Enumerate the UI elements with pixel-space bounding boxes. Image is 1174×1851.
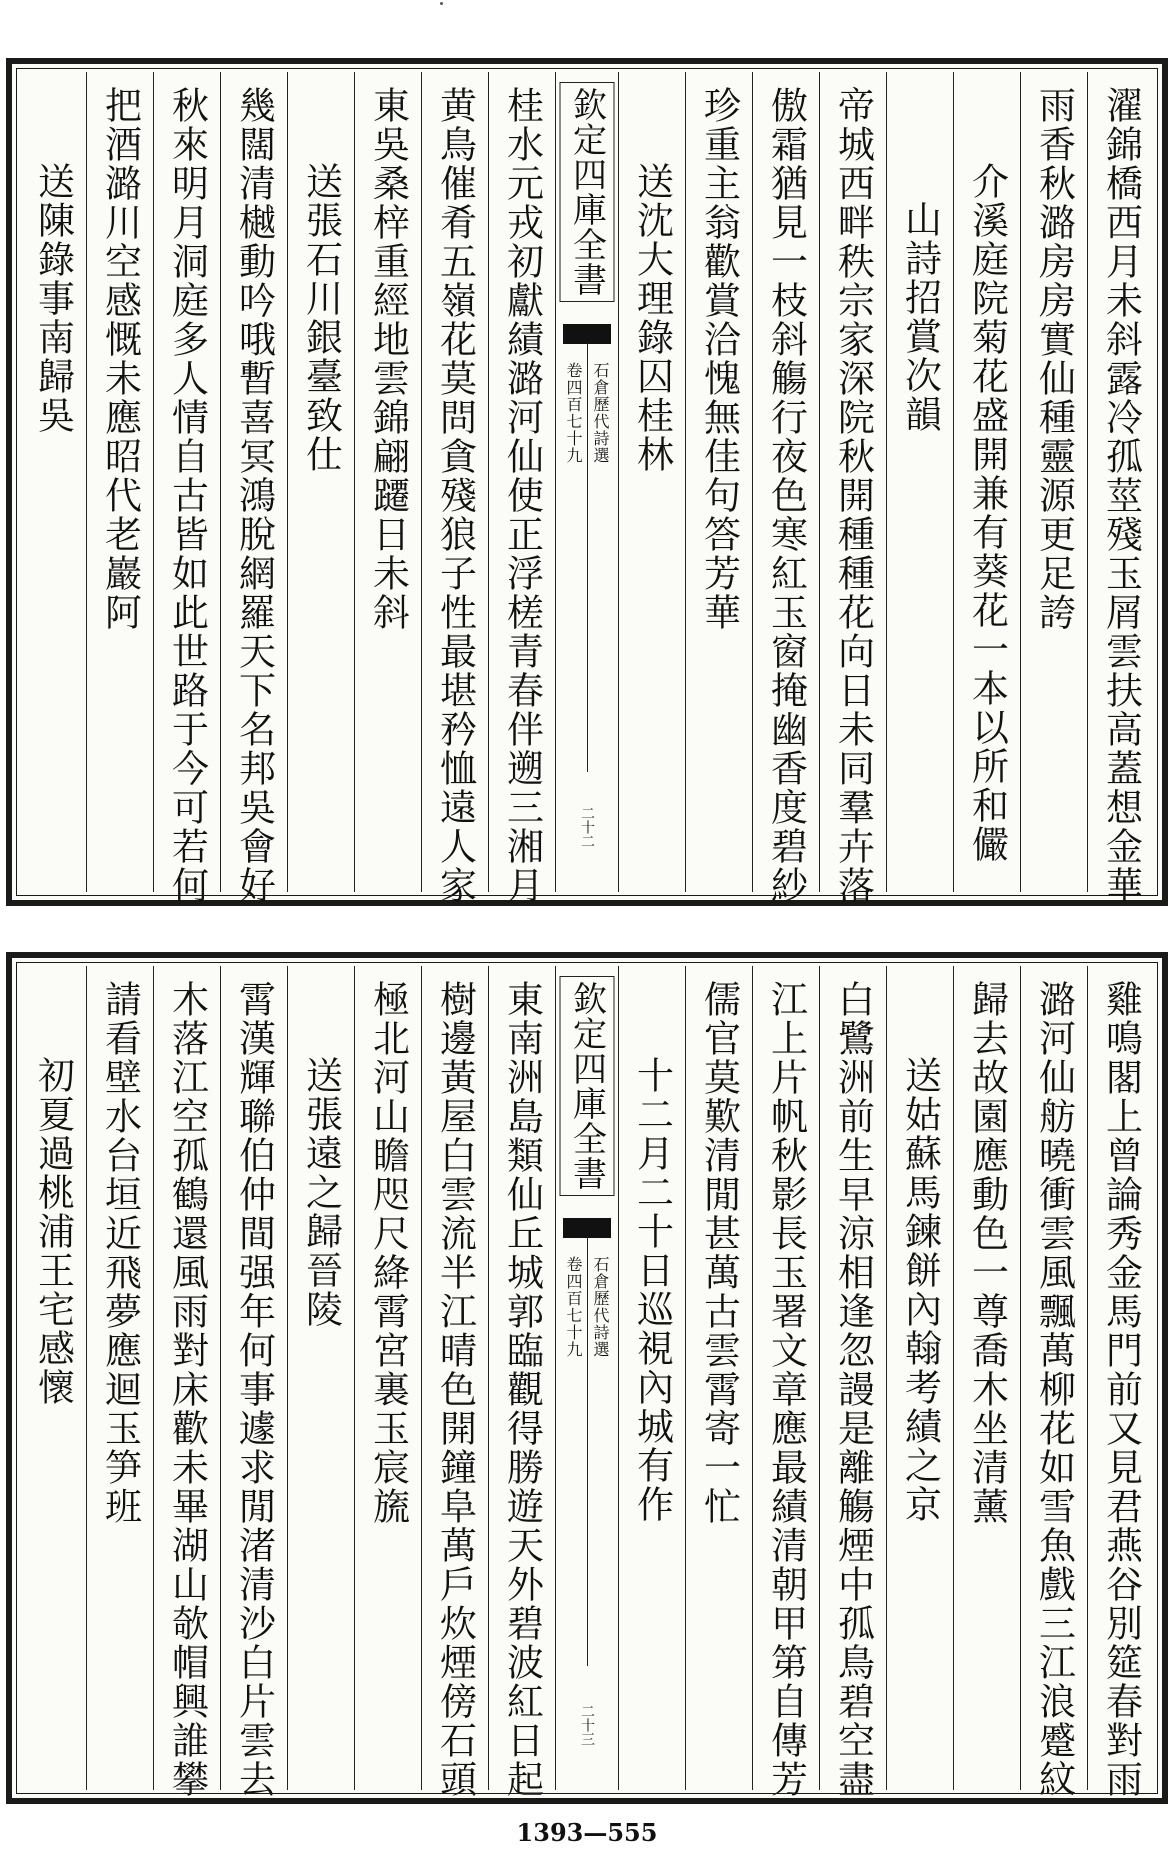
bottom-page-columns [20, 966, 1154, 1799]
poem-title: 送陳錄事南歸吳 [31, 162, 75, 435]
text-column [488, 72, 555, 905]
text-column [287, 966, 354, 1790]
text-column [1087, 966, 1154, 1799]
poem-line: 秋來明月洞庭多人情自古皆如此世路于今可若何 [165, 86, 209, 905]
poem-title: 山詩招賞次韻 [898, 200, 942, 434]
text-column [752, 966, 819, 1799]
bottom-page [6, 952, 1168, 1804]
poem-title: 送張遠之歸晉陵 [299, 1056, 343, 1329]
poem-title: 送姑蘇馬鍊餅內翰考績之京 [898, 1056, 942, 1524]
poem-line: 白鷺洲前生早涼相逢忽謾是離觴煙中孤鳥碧空盡 [831, 980, 875, 1799]
text-column [220, 72, 287, 905]
text-column [685, 72, 752, 892]
poem-line: 雨香秋潞房房實仙種靈源更足誇 [1032, 86, 1076, 632]
fishtail-mark [563, 1218, 610, 1238]
poem-line: 帝城西畔秩宗家深院秋開種種花向日未同羣卉落 [831, 86, 875, 905]
poem-line: 濯錦橋西月未斜露冷孤莖殘玉屑雲扶高蓋想金華 [1099, 86, 1143, 905]
poem-line: 樹邊黃屋白雲流半江晴色開鐘阜萬戶炊煙傍石頭 [433, 980, 477, 1799]
text-column [153, 72, 220, 905]
poem-line: 儒官莫歎清閒甚萬古雲霄寄一忙 [697, 980, 741, 1526]
fishtail-mark [563, 324, 610, 344]
text-column [886, 72, 953, 892]
text-column [752, 72, 819, 905]
poem-title: 十二月二十日巡視內城有作 [630, 1056, 674, 1524]
poem-line: 木落江空孤鶴還風雨對床歡未畢湖山欹帽興誰攀 [165, 980, 209, 1799]
spine-title: 欽定四庫全書 [560, 976, 615, 1196]
poem-line: 傲霜猶見一枝斜觴行夜色寒紅玉窗掩幽香度碧紗 [764, 86, 808, 905]
poem-line: 東吳桑梓重經地雲錦翩躚日未斜 [366, 86, 410, 632]
text-column [20, 72, 86, 892]
poem-line: 東南洲島類仙丘城郭臨觀得勝遊天外碧波紅日起 [500, 980, 544, 1799]
text-column [1020, 966, 1087, 1799]
page-reference-number: 1393—555 [516, 1818, 658, 1847]
top-page [6, 58, 1168, 906]
text-column [886, 966, 953, 1790]
text-column [421, 72, 488, 905]
text-column [819, 72, 886, 905]
spine [555, 966, 618, 1790]
text-column [287, 72, 354, 892]
text-column [488, 966, 555, 1799]
poem-line: 霄漢輝聯伯仲間强年何事遽求閒渚清沙白片雲去 [232, 980, 276, 1799]
poem-line: 潞河仙舫曉衝雲風飄萬柳花如雪魚戲三江浪蹙紋 [1032, 980, 1076, 1799]
spine-volume: 卷四百七十九 [564, 1256, 583, 1358]
poem-line: 幾闊清樾動吟哦暫喜冥鴻脫網羅天下名邦吳會好 [232, 86, 276, 905]
poem-line: 桂水元戎初獻績潞河仙使正浮槎青春伴遡三湘月 [500, 86, 544, 905]
text-column [86, 72, 153, 892]
text-column [618, 72, 685, 892]
poem-title: 送張石川銀臺致仕 [299, 162, 343, 474]
text-column [20, 966, 86, 1790]
text-column [153, 966, 220, 1799]
text-column [819, 966, 886, 1799]
poem-line: 把酒潞川空感慨未應昭代老巖阿 [98, 86, 142, 632]
poem-line: 請看壁水台垣近飛夢應迴玉笋班 [98, 980, 142, 1526]
text-column [953, 72, 1020, 892]
top-page-columns [20, 72, 1154, 905]
folio-number: 二十三 [577, 1700, 597, 1750]
spine-rule [587, 342, 588, 772]
text-column [1020, 72, 1087, 892]
scan-speck [440, 2, 443, 5]
text-column [421, 966, 488, 1799]
spine [555, 72, 618, 892]
spine-title: 欽定四庫全書 [560, 82, 615, 302]
text-column [86, 966, 153, 1790]
spine-collection-title: 石倉歷代詩選 [591, 362, 610, 464]
folio-number: 二十二 [577, 802, 597, 852]
text-column [354, 966, 421, 1790]
poem-line: 雞鳴閣上曾論秀金馬門前又見君燕谷別筵春對雨 [1099, 980, 1143, 1799]
poem-line: 極北河山瞻咫尺絳霄宮裏玉宸旒 [366, 980, 410, 1526]
text-column [1087, 72, 1154, 905]
text-column [354, 72, 421, 892]
spine-rule [587, 1236, 588, 1666]
poem-line: 歸去故園應動色一尊喬木坐清薰 [965, 980, 1009, 1526]
poem-line: 江上片帆秋影長玉署文章應最績清朝甲第自傳芳 [764, 980, 808, 1799]
poem-title: 初夏過桃浦王宅感懷 [31, 1056, 75, 1407]
text-column [220, 966, 287, 1799]
spine-volume: 卷四百七十九 [564, 362, 583, 464]
poem-title: 送沈大理錄囚桂林 [630, 162, 674, 474]
text-column [953, 966, 1020, 1790]
poem-line: 黄鳥催肴五嶺花莫問貪殘狼子性最堪矜恤遠人家 [433, 86, 477, 905]
poem-title: 介溪庭院菊花盛開兼有葵花一本以所和儼 [965, 162, 1009, 864]
text-column [685, 966, 752, 1790]
spine-collection-title: 石倉歷代詩選 [591, 1256, 610, 1358]
text-column [618, 966, 685, 1790]
poem-line: 珍重主翁歡賞洽愧無佳句答芳華 [697, 86, 741, 632]
